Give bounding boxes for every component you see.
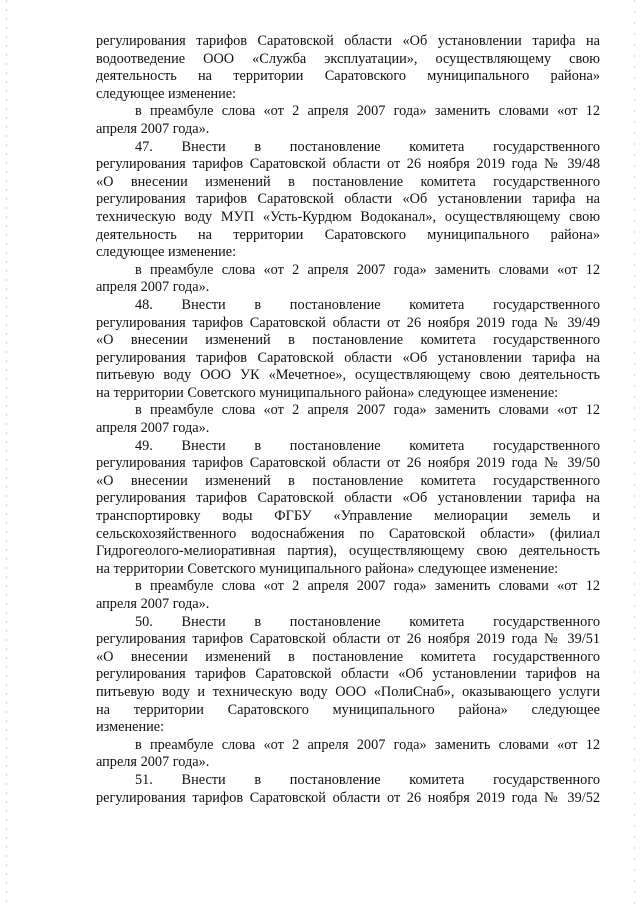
text-line: питьевую воду ООО УК «Мечетное», осуществляющему свою деятельность: [96, 367, 600, 384]
scan-edge-right: [634, 0, 635, 905]
text-line: регулирования тарифов Саратовской области от 26 ноября 2019 года № 39/51: [96, 631, 600, 648]
text-line: апреля 2007 года».: [96, 420, 210, 437]
text-line: «О внесении изменений в постановление комитета государственного: [96, 173, 600, 190]
text-line: в преамбуле слова «от 2 апреля 2007 года» заменить словами «от 12: [135, 402, 600, 419]
text-line: деятельность на территории Саратовского муниципального района»: [96, 226, 600, 243]
text-line: 47. Внести в постановление комитета государственного: [135, 138, 600, 155]
text-line: регулирования тарифов Саратовской области от 26 ноября 2019 года № 39/48: [96, 156, 600, 173]
text-line: 51. Внести в постановление комитета государственного: [135, 771, 600, 788]
text-line: на территории Советского муниципального района» следующее изменение:: [96, 560, 559, 577]
text-line: регулирования тарифов Саратовской области «Об установлении тарифа на: [96, 191, 600, 208]
text-line: «О внесении изменений в постановление комитета государственного: [96, 332, 600, 349]
text-line: «О внесении изменений в постановление комитета государственного: [96, 648, 600, 665]
text-line: на территории Советского муниципального района» следующее изменение:: [96, 384, 559, 401]
text-line: в преамбуле слова «от 2 апреля 2007 года» заменить словами «от 12: [135, 736, 600, 753]
scan-edge-left: [6, 0, 7, 905]
text-line: регулирования тарифов Саратовской области от 26 ноября 2019 года № 39/52: [96, 789, 600, 806]
text-line: техническую воду МУП «Усть-Курдюм Водоканал», осуществляющему свою: [96, 208, 600, 225]
text-line: питьевую воду и техническую воду ООО «ПолиСнаб», оказывающего услуги: [96, 683, 600, 700]
text-line: Гидрогеолого-мелиоративная партия), осуществляющему свою деятельность: [96, 543, 600, 560]
text-line: в преамбуле слова «от 2 апреля 2007 года» заменить словами «от 12: [135, 103, 600, 120]
text-line: в преамбуле слова «от 2 апреля 2007 года» заменить словами «от 12: [135, 578, 600, 595]
document-body: [96, 33, 600, 807]
text-line: регулирования тарифов Саратовской области от 26 ноября 2019 года № 39/50: [96, 455, 600, 472]
text-line: сельскохозяйственного водоснабжения по Саратовской области» (филиал: [96, 525, 600, 542]
text-line: транспортировку воды ФГБУ «Управление мелиорации земель и: [96, 508, 600, 525]
text-line: «О внесении изменений в постановление комитета государственного: [96, 472, 600, 489]
text-line: водоотведение ООО «Служба эксплуатации», осуществляющему свою: [96, 50, 600, 67]
text-line: апреля 2007 года».: [96, 754, 210, 771]
text-line: на территории Саратовского муниципального района» следующее: [96, 701, 600, 718]
text-line: 49. Внести в постановление комитета государственного: [135, 437, 600, 454]
text-line: следующее изменение:: [96, 244, 237, 261]
text-line: следующее изменение:: [96, 85, 237, 102]
text-line: в преамбуле слова «от 2 апреля 2007 года» заменить словами «от 12: [135, 261, 600, 278]
text-line: регулирования тарифов Саратовской области «Об установлении тарифа на: [96, 349, 600, 366]
text-line: изменение:: [96, 719, 165, 736]
text-line: деятельность на территории Саратовского муниципального района»: [96, 68, 600, 85]
text-line: регулирования тарифов Саратовской области «Об установлении тарифа на: [96, 33, 600, 49]
text-line: регулирования тарифов Саратовской области «Об установлении тарифа на: [96, 490, 600, 507]
text-line: регулирования тарифов Саратовской области от 26 ноября 2019 года № 39/49: [96, 314, 600, 331]
text-line: апреля 2007 года».: [96, 596, 210, 612]
text-line: 50. Внести в постановление комитета государственного: [135, 613, 600, 630]
text-line: 48. Внести в постановление комитета государственного: [135, 296, 600, 313]
text-line: апреля 2007 года».: [96, 279, 210, 296]
text-line: апреля 2007 года».: [96, 120, 210, 137]
text-line: регулирования тарифов Саратовской области «Об установлении тарифов на: [96, 666, 600, 683]
